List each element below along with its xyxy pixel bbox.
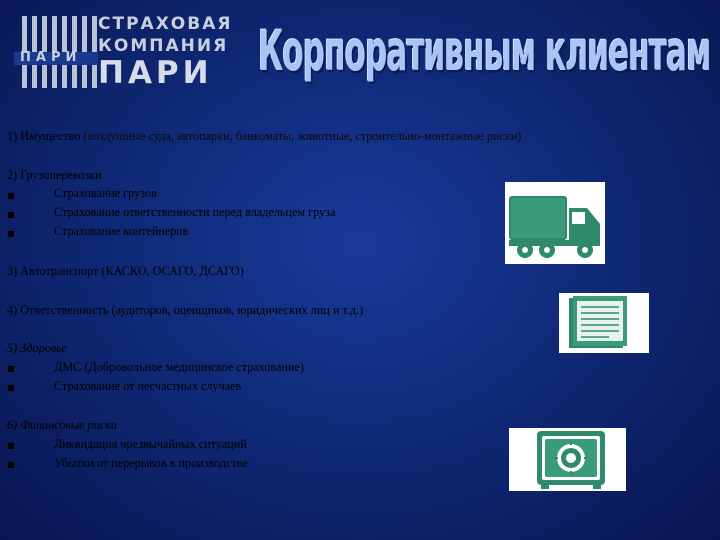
logo-small-text: ПАРИ bbox=[20, 50, 82, 65]
sub-item: Страхование от несчастных случаев bbox=[54, 379, 242, 393]
company-logo bbox=[14, 12, 233, 91]
bullet-icon: ■ bbox=[7, 191, 15, 200]
bullet-icon: ■ bbox=[7, 383, 15, 392]
bullet-icon: ■ bbox=[7, 210, 15, 219]
item-heading: 3) Автотранспорт bbox=[7, 264, 99, 278]
bullet-icon: ■ bbox=[7, 441, 15, 450]
item-detail: (КАСКО, ОСАГО, ДСАГО) bbox=[98, 264, 244, 278]
item-heading: 1) Имущество bbox=[7, 129, 81, 143]
list-item-auto bbox=[7, 262, 244, 280]
item-heading: 6) Финансовые риски bbox=[7, 418, 117, 432]
logo-line-1: СТРАХОВАЯ bbox=[98, 14, 233, 34]
list-item-financial bbox=[7, 416, 117, 434]
page-title: Корпоративным клиентам bbox=[258, 20, 711, 84]
logo-line-2: КОМПАНИЯ bbox=[98, 36, 229, 56]
sub-item: Ликвидация чрезвычайных ситуаций bbox=[54, 437, 247, 451]
item-heading: 5) Здоровье bbox=[7, 341, 68, 355]
bullet-icon: ■ bbox=[7, 364, 15, 373]
list-item-health bbox=[7, 339, 67, 357]
item-detail: (воздушные суда, автопарки, банкоматы, животные, строительно-монтажные риски) bbox=[80, 129, 522, 143]
logo-line-3: ПАРИ bbox=[98, 55, 213, 91]
bullet-icon: ■ bbox=[7, 229, 15, 238]
item-heading: 4) Ответственность bbox=[7, 303, 109, 317]
bullet-icon: ■ bbox=[7, 460, 15, 469]
sub-item: Страхование ответственности перед владельцем груза bbox=[54, 205, 336, 219]
item-heading: 2) Грузоперевозки bbox=[7, 168, 102, 182]
safe-icon bbox=[509, 428, 626, 491]
document-icon bbox=[559, 293, 649, 353]
list-item-liability bbox=[7, 301, 363, 319]
sub-item: Убытки от перерывов в производстве bbox=[54, 456, 248, 470]
sub-item: ДМС (Добровольное медицинское страхование) bbox=[54, 360, 304, 374]
sub-item: Страхование грузов bbox=[54, 186, 157, 200]
list-item-property bbox=[7, 127, 521, 145]
item-detail: (аудиторов, оценщиков, юридических лиц и т.д.) bbox=[108, 303, 364, 317]
list-item-cargo bbox=[7, 166, 102, 184]
sub-item: Страхование контейнеров bbox=[54, 224, 189, 238]
truck-icon bbox=[505, 182, 605, 264]
